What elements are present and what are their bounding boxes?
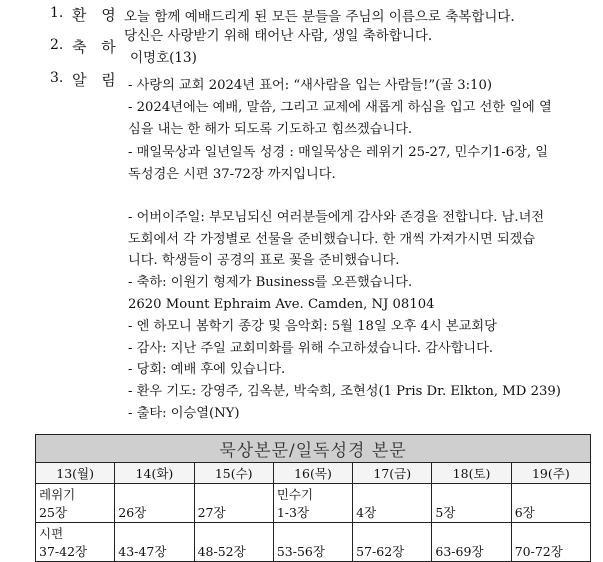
book-label: 시편: [39, 526, 64, 541]
notice-away: - 출타: 이승열(NY): [128, 406, 240, 421]
notice-reading-line1: - 매일묵상과 일년일독 성경 : 매일묵상은 레위기 25-27, 민수기1-6장, 일: [128, 145, 549, 160]
chapter-value: 57-62장: [356, 544, 405, 559]
notice-session: - 당회: 예배 후에 있습니다.: [128, 362, 286, 377]
notice-2024-line2: 심을 내는 한 해가 되도록 기도하고 힘쓰겠습니다.: [128, 122, 413, 137]
chapter-value: 6장: [514, 505, 535, 520]
schedule-cell: [353, 523, 432, 562]
schedule-cell: [511, 484, 590, 523]
schedule-cell: [115, 523, 194, 562]
notice-thanks: - 감사: 지난 주일 교회미화를 위해 수고하셨습니다. 감사합니다.: [128, 341, 494, 356]
section-heading-notices: 알 림: [72, 71, 121, 89]
day-header: 18(토): [432, 463, 511, 484]
schedule-row-reading: [36, 523, 591, 562]
chapter-value: 27장: [197, 505, 226, 520]
notice-prayer: - 환우 기도: 강영주, 김옥분, 박숙희, 조현성(1 Pris Dr. Elkton, MD 239): [128, 384, 561, 399]
book-label: 레위기: [39, 487, 76, 502]
day-header: 16(목): [273, 463, 352, 484]
chapter-value: 4장: [356, 505, 377, 520]
notice-motto: - 사랑의 교회 2024년 표어: “새사람을 입는 사람들!”(골 3:10): [128, 78, 492, 93]
schedule-cell: [36, 484, 115, 523]
section-number-3: 3.: [50, 70, 64, 86]
welcome-text: 오늘 함께 예배드리게 된 모든 분들을 주님의 이름으로 축복합니다.: [124, 9, 515, 25]
schedule-cell: [273, 523, 352, 562]
notice-concert: - 엔 하모니 봄학기 종강 및 음악회: 5월 18일 오후 4시 본교회당: [128, 319, 497, 334]
notice-parents-line3: 니다. 학생들이 공경의 표로 꽃을 준비했습니다.: [128, 253, 400, 268]
chapter-value: 37-42장: [39, 544, 88, 559]
schedule-cell: [194, 484, 273, 523]
birthday-text: 당신은 사랑받기 위해 태어난 사람, 생일 축하합니다.: [124, 28, 433, 44]
schedule-cell: [194, 523, 273, 562]
notice-parents-line1: - 어버이주일: 부모님되신 여러분들에게 감사와 존경을 전합니다. 남.녀전: [128, 210, 545, 225]
section-heading-congrats: 축 하: [72, 38, 121, 56]
section-number-2: 2.: [50, 37, 64, 53]
birthday-name: 이명호(13): [130, 50, 197, 66]
notice-reading-line2: 독성경은 시편 37-72장 까지입니다.: [128, 167, 336, 182]
notice-business: - 축하: 이원기 형제가 Business를 오픈했습니다.: [128, 275, 413, 290]
schedule-cell: [115, 484, 194, 523]
chapter-value: 1-3장: [276, 505, 310, 520]
chapter-value: 63-69장: [435, 544, 484, 559]
notice-parents-line2: 도회에서 각 가정별로 선물을 준비했습니다. 한 개씩 가져가시면 되겠습: [128, 232, 536, 247]
schedule-cell: [511, 523, 590, 562]
section-number-1: 1.: [50, 5, 64, 21]
chapter-value: 48-52장: [197, 544, 246, 559]
day-header: 15(수): [194, 463, 273, 484]
section-heading-welcome: 환 영: [72, 6, 121, 24]
chapter-value: 43-47장: [118, 544, 167, 559]
chapter-value: 70-72장: [514, 544, 563, 559]
chapter-value: 53-56장: [276, 544, 325, 559]
schedule-day-row: [36, 463, 591, 484]
reading-schedule-table: [35, 434, 591, 562]
chapter-value: 25장: [39, 505, 67, 520]
notice-2024-line1: - 2024년에는 예배, 말씀, 그리고 교제에 새롭게 하심을 입고 선한 일에 열: [128, 100, 552, 115]
day-header: 14(화): [115, 463, 194, 484]
day-header: 17(금): [353, 463, 432, 484]
schedule-title: 묵상본문/일독성경 본문: [36, 435, 591, 463]
schedule-cell: [273, 484, 352, 523]
day-header: 19(주): [511, 463, 590, 484]
schedule-cell: [432, 523, 511, 562]
book-label: 민수기: [276, 487, 314, 502]
day-header: 13(월): [36, 463, 115, 484]
chapter-value: 5장: [435, 505, 456, 520]
schedule-cell: [432, 484, 511, 523]
schedule-row-meditation: [36, 484, 591, 523]
schedule-cell: [36, 523, 115, 562]
chapter-value: 26장: [118, 505, 147, 520]
notice-business-address: 2620 Mount Ephraim Ave. Camden, NJ 08104: [128, 297, 435, 312]
schedule-cell: [353, 484, 432, 523]
